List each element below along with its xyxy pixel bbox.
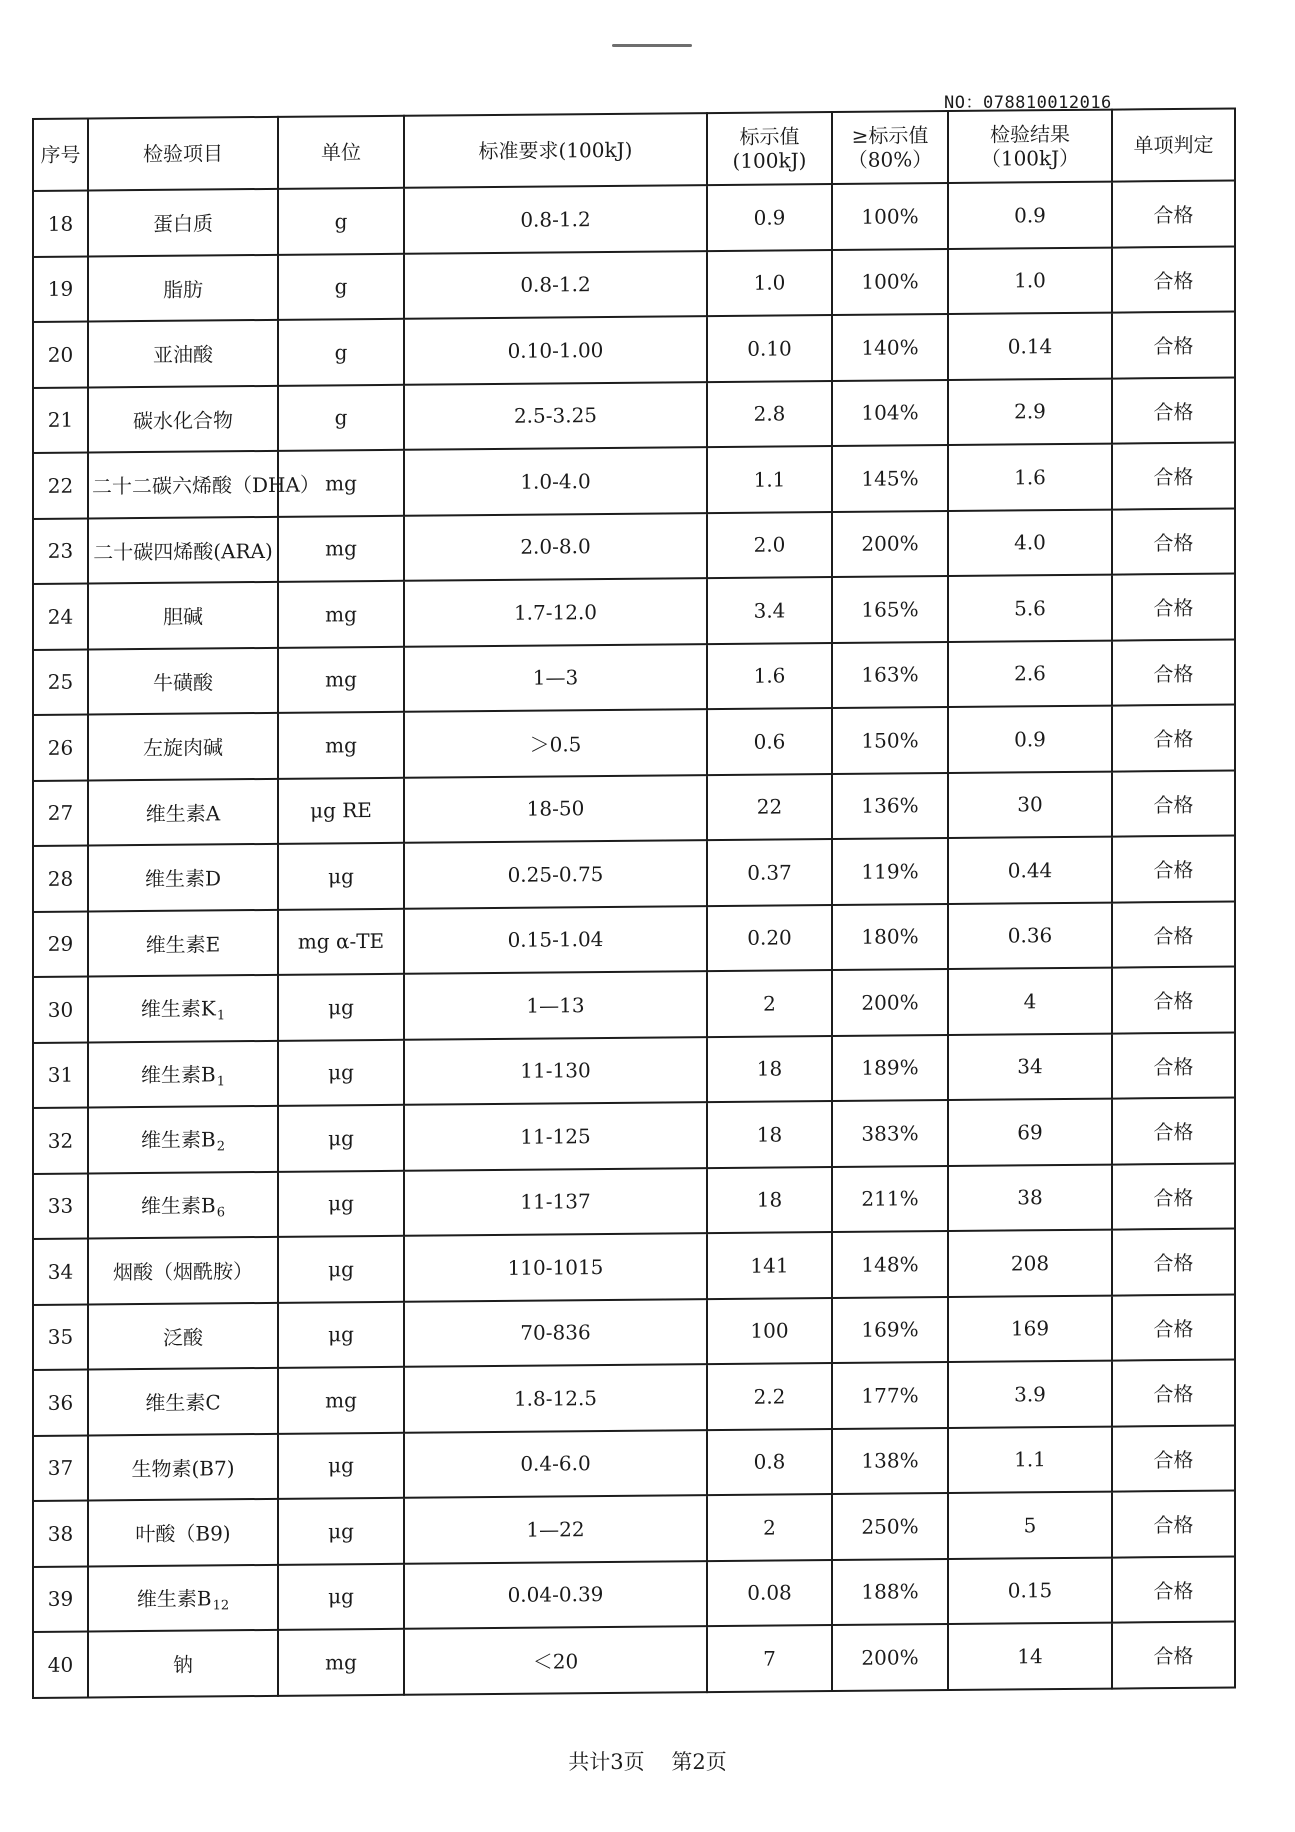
row-verdict: 合格 — [1112, 1425, 1235, 1492]
row-unit: μg — [278, 974, 404, 1041]
row-verdict: 合格 — [1112, 1294, 1235, 1361]
row-item-text: 维生素E — [145, 932, 221, 957]
table-row — [33, 443, 1235, 519]
row-standard: 11-125 — [404, 1102, 707, 1170]
row-item-text: 二十碳四烯酸(ARA) — [93, 538, 273, 565]
row-unit: g — [278, 253, 404, 320]
row-standard: 0.4-6.0 — [404, 1430, 707, 1498]
row-verdict: 合格 — [1112, 1032, 1235, 1099]
row-unit: μg — [278, 843, 404, 910]
row-result: 1.0 — [948, 247, 1112, 314]
row-seq: 38 — [33, 1501, 88, 1567]
row-unit: μg — [278, 1039, 404, 1106]
row-item — [88, 647, 278, 714]
row-result: 3.9 — [948, 1361, 1112, 1428]
row-result: 169 — [948, 1295, 1112, 1362]
row-seq: 31 — [33, 1042, 88, 1108]
row-unit: g — [278, 384, 404, 451]
row-min-label-pct: 188% — [832, 1559, 948, 1626]
row-min-label-pct: 169% — [832, 1297, 948, 1364]
table-row — [33, 901, 1235, 977]
row-min-label-pct: 148% — [832, 1231, 948, 1298]
row-min-label-pct: 104% — [832, 380, 948, 447]
row-min-label-pct: 177% — [832, 1362, 948, 1429]
row-verdict: 合格 — [1112, 246, 1235, 313]
table-row — [33, 1360, 1235, 1436]
row-result: 1.6 — [948, 444, 1112, 511]
row-item-text: 维生素C — [145, 1390, 221, 1416]
row-min-label-pct: 165% — [832, 576, 948, 643]
row-standard: 0.10-1.00 — [404, 316, 707, 384]
row-label-value: 18 — [707, 1036, 832, 1103]
row-verdict: 合格 — [1112, 1622, 1235, 1689]
row-item — [88, 1433, 278, 1500]
row-unit: mg — [278, 450, 404, 517]
row-min-label-pct: 200% — [832, 969, 948, 1036]
table-header-row — [33, 109, 1235, 191]
row-standard: 70-836 — [404, 1299, 707, 1367]
row-unit: μg — [278, 1432, 404, 1499]
table-row — [33, 1098, 1235, 1174]
row-verdict: 合格 — [1112, 574, 1235, 641]
row-item-subscript: 1 — [216, 1008, 226, 1024]
row-item — [88, 516, 278, 583]
row-label-value: 0.10 — [707, 315, 832, 382]
row-min-label-pct: 163% — [832, 642, 948, 709]
row-seq: 32 — [33, 1108, 88, 1174]
row-item-text: 维生素D — [144, 866, 222, 892]
table-row — [33, 246, 1235, 322]
row-unit: mg — [278, 1367, 404, 1434]
row-item-text: 牛磺酸 — [153, 670, 213, 695]
row-unit: mg — [278, 646, 404, 713]
inspection-table — [32, 107, 1236, 1698]
row-seq: 26 — [33, 715, 88, 781]
row-item-subscript: 1 — [216, 1074, 225, 1090]
row-result: 2.6 — [948, 640, 1112, 707]
row-min-label-pct: 211% — [832, 1166, 948, 1233]
row-item — [88, 451, 320, 518]
row-item — [88, 1171, 278, 1238]
row-item-text: 钠 — [173, 1652, 193, 1678]
row-standard: ＞0.5 — [404, 709, 707, 777]
row-unit: g — [278, 319, 404, 386]
row-min-label-pct: 189% — [832, 1035, 948, 1102]
row-unit: μg — [278, 1563, 404, 1630]
row-item — [88, 844, 278, 911]
row-item — [88, 1630, 278, 1697]
row-item-text: 碳水化合物 — [133, 407, 233, 433]
table-row — [33, 967, 1235, 1043]
row-label-value: 2.8 — [707, 381, 832, 448]
row-seq: 18 — [33, 191, 88, 257]
row-result: 5.6 — [948, 575, 1112, 642]
row-unit: μg — [278, 1498, 404, 1565]
row-label-value: 100 — [707, 1298, 832, 1365]
row-result: 0.9 — [948, 182, 1112, 249]
row-result: 34 — [948, 1033, 1112, 1100]
table-row — [33, 1622, 1235, 1698]
row-item-text: 蛋白质 — [153, 211, 213, 237]
row-label-value: 0.20 — [707, 905, 832, 972]
row-item-text: 维生素K — [140, 996, 216, 1022]
table-row — [33, 836, 1235, 912]
row-verdict: 合格 — [1112, 443, 1235, 510]
row-standard: 1.0-4.0 — [404, 447, 707, 515]
row-label-value: 0.8 — [707, 1429, 832, 1496]
row-standard: 1.8-12.5 — [404, 1364, 707, 1432]
row-min-label-pct: 200% — [832, 511, 948, 578]
row-seq: 23 — [33, 518, 88, 584]
row-label-value: 0.37 — [707, 839, 832, 906]
row-result: 2.9 — [948, 378, 1112, 445]
row-standard: 110-1015 — [404, 1233, 707, 1301]
row-label-value: 22 — [707, 774, 832, 841]
row-result: 1.1 — [948, 1426, 1112, 1493]
row-verdict: 合格 — [1112, 312, 1235, 379]
row-seq: 20 — [33, 322, 88, 388]
row-item — [88, 909, 278, 976]
row-item — [88, 1040, 278, 1107]
row-label-value: 2.2 — [707, 1363, 832, 1430]
row-verdict: 合格 — [1112, 508, 1235, 575]
row-seq: 37 — [33, 1435, 88, 1501]
row-label-value: 2 — [707, 1494, 832, 1561]
row-standard: 11-137 — [404, 1168, 707, 1236]
header-seq: 序号 — [33, 119, 88, 191]
row-unit: mg — [278, 712, 404, 779]
row-standard: 2.5-3.25 — [404, 382, 707, 450]
table-row — [33, 1294, 1235, 1370]
row-result: 0.15 — [948, 1557, 1112, 1624]
row-result: 0.36 — [948, 902, 1112, 969]
table-row — [33, 1491, 1235, 1567]
row-min-label-pct: 145% — [832, 445, 948, 512]
row-item — [88, 778, 278, 845]
header-item: 检验项目 — [88, 117, 278, 191]
row-label-value: 3.4 — [707, 577, 832, 644]
table-row — [33, 574, 1235, 650]
row-item — [88, 1302, 278, 1369]
row-standard: ＜20 — [404, 1626, 707, 1694]
row-result: 30 — [948, 771, 1112, 838]
row-item — [88, 1237, 278, 1304]
row-item-text: 泛酸 — [163, 1325, 203, 1350]
row-unit: mg α-TE — [278, 908, 404, 975]
row-item-text: 维生素B — [141, 1193, 216, 1218]
row-item-text: 维生素B — [141, 1062, 216, 1087]
row-verdict: 合格 — [1112, 967, 1235, 1034]
row-result: 0.44 — [948, 837, 1112, 904]
row-verdict: 合格 — [1112, 901, 1235, 968]
row-item-subscript: 2 — [216, 1139, 225, 1155]
row-item — [88, 385, 278, 452]
row-unit: mg — [278, 1629, 404, 1696]
row-label-value: 0.6 — [707, 708, 832, 775]
row-item-text: 维生素B — [136, 1586, 212, 1611]
row-item — [88, 1368, 278, 1435]
row-unit: mg — [278, 581, 404, 648]
row-item — [88, 975, 278, 1042]
row-verdict: 合格 — [1112, 181, 1235, 248]
current-page: 第2页 — [671, 1750, 727, 1774]
row-seq: 40 — [33, 1632, 88, 1698]
row-result: 4.0 — [948, 509, 1112, 576]
row-min-label-pct: 100% — [832, 183, 948, 250]
table-row — [33, 770, 1235, 846]
header-verdict: 单项判定 — [1112, 109, 1235, 182]
row-item-subscript: 12 — [212, 1598, 230, 1614]
row-min-label-pct: 250% — [832, 1493, 948, 1560]
row-seq: 25 — [33, 649, 88, 715]
row-verdict: 合格 — [1112, 1163, 1235, 1230]
row-label-value: 18 — [707, 1101, 832, 1168]
row-result: 4 — [948, 968, 1112, 1035]
row-label-value: 0.08 — [707, 1560, 832, 1627]
row-verdict: 合格 — [1112, 1556, 1235, 1623]
table-row — [33, 705, 1235, 781]
row-label-value: 7 — [707, 1625, 832, 1692]
row-result: 69 — [948, 1099, 1112, 1166]
row-standard: 1.7-12.0 — [404, 578, 707, 646]
row-seq: 39 — [33, 1566, 88, 1632]
row-result: 208 — [948, 1230, 1112, 1297]
row-standard: 2.0-8.0 — [404, 513, 707, 581]
row-item — [88, 254, 278, 321]
row-label-value: 0.9 — [707, 184, 832, 251]
row-verdict: 合格 — [1112, 639, 1235, 706]
header-label-value: 标示值(100kJ) — [707, 112, 832, 185]
row-item — [88, 582, 278, 649]
row-item-text: 维生素B — [141, 1127, 216, 1153]
total-pages: 共计3页 — [568, 1750, 645, 1774]
row-min-label-pct: 383% — [832, 1100, 948, 1167]
row-label-value: 141 — [707, 1232, 832, 1299]
punch-mark — [612, 44, 692, 47]
row-item-text: 维生素A — [145, 801, 221, 826]
row-item-text: 脂肪 — [163, 277, 203, 302]
row-item-text: 二十二碳六烯酸（DHA） — [92, 472, 320, 499]
table-row — [33, 312, 1235, 388]
row-result: 38 — [948, 1164, 1112, 1231]
row-seq: 22 — [33, 453, 88, 519]
table-row — [33, 1556, 1235, 1632]
row-label-value: 1.0 — [707, 250, 832, 317]
row-unit: μg — [278, 1301, 404, 1368]
table-row — [33, 508, 1235, 584]
row-item — [88, 1564, 278, 1631]
header-unit: 单位 — [278, 116, 404, 189]
row-result: 14 — [948, 1623, 1112, 1690]
row-min-label-pct: 200% — [832, 1624, 948, 1691]
row-verdict: 合格 — [1112, 1491, 1235, 1558]
row-item-text: 叶酸（B9) — [135, 1521, 231, 1547]
row-verdict: 合格 — [1112, 377, 1235, 444]
table-row — [33, 1163, 1235, 1239]
row-verdict: 合格 — [1112, 1098, 1235, 1165]
row-result: 0.9 — [948, 706, 1112, 773]
row-standard: 1—3 — [404, 644, 707, 712]
row-seq: 24 — [33, 584, 88, 650]
row-unit: μg — [278, 1236, 404, 1303]
row-min-label-pct: 100% — [832, 249, 948, 316]
row-seq: 34 — [33, 1239, 88, 1305]
header-min-label-pct: ≥标示值（80%） — [832, 111, 948, 184]
row-label-value: 1.1 — [707, 446, 832, 513]
row-item-text: 烟酸（烟酰胺） — [113, 1259, 253, 1285]
row-item — [88, 189, 278, 256]
row-seq: 36 — [33, 1370, 88, 1436]
row-verdict: 合格 — [1112, 1360, 1235, 1427]
row-seq: 30 — [33, 977, 88, 1043]
row-min-label-pct: 119% — [832, 838, 948, 905]
row-standard: 0.25-0.75 — [404, 840, 707, 908]
header-standard: 标准要求(100kJ) — [404, 113, 707, 188]
row-standard: 0.04-0.39 — [404, 1561, 707, 1629]
row-seq: 19 — [33, 256, 88, 322]
row-item-subscript: 6 — [216, 1205, 225, 1221]
document-number: NO：078810012016 — [944, 93, 1112, 113]
row-verdict: 合格 — [1112, 836, 1235, 903]
row-label-value: 2.0 — [707, 512, 832, 579]
table-row — [33, 639, 1235, 715]
page-footer — [0, 1746, 1295, 1776]
row-unit: μg — [278, 1105, 404, 1172]
row-standard: 0.15-1.04 — [404, 906, 707, 974]
row-item-text: 左旋肉碱 — [143, 735, 223, 761]
row-standard: 18-50 — [404, 775, 707, 843]
row-unit: μg RE — [278, 777, 404, 844]
row-result: 5 — [948, 1492, 1112, 1559]
row-seq: 35 — [33, 1304, 88, 1370]
row-standard: 1—13 — [404, 971, 707, 1039]
table-row — [33, 377, 1235, 453]
row-item-text: 生物素(B7) — [131, 1455, 235, 1481]
row-min-label-pct: 138% — [832, 1428, 948, 1495]
row-item — [88, 1106, 278, 1173]
row-standard: 0.8-1.2 — [404, 251, 707, 319]
row-unit: μg — [278, 1170, 404, 1237]
row-item — [88, 320, 278, 387]
row-verdict: 合格 — [1112, 705, 1235, 772]
row-unit: mg — [278, 515, 404, 582]
row-unit: g — [278, 188, 404, 255]
table-row — [33, 1229, 1235, 1305]
row-verdict: 合格 — [1112, 770, 1235, 837]
row-seq: 33 — [33, 1173, 88, 1239]
row-label-value: 1.6 — [707, 643, 832, 710]
row-label-value: 18 — [707, 1167, 832, 1234]
row-min-label-pct: 136% — [832, 773, 948, 840]
row-item — [88, 713, 278, 780]
row-item-text: 亚油酸 — [153, 342, 213, 368]
row-standard: 1—22 — [404, 1495, 707, 1563]
table-row — [33, 1425, 1235, 1501]
row-standard: 11-130 — [404, 1037, 707, 1105]
row-standard: 0.8-1.2 — [404, 185, 707, 253]
row-verdict: 合格 — [1112, 1229, 1235, 1296]
row-item — [88, 1499, 278, 1566]
table-row — [33, 1032, 1235, 1108]
row-item-text: 胆碱 — [163, 604, 203, 630]
table-row — [33, 181, 1235, 257]
row-label-value: 2 — [707, 970, 832, 1037]
row-min-label-pct: 140% — [832, 314, 948, 381]
row-seq: 29 — [33, 911, 88, 977]
row-min-label-pct: 180% — [832, 904, 948, 971]
row-seq: 27 — [33, 780, 88, 846]
table-body — [33, 181, 1235, 1698]
header-result: 检验结果（100kJ） — [948, 110, 1112, 183]
row-result: 0.14 — [948, 313, 1112, 380]
row-min-label-pct: 150% — [832, 707, 948, 774]
row-seq: 28 — [33, 846, 88, 912]
row-seq: 21 — [33, 387, 88, 453]
